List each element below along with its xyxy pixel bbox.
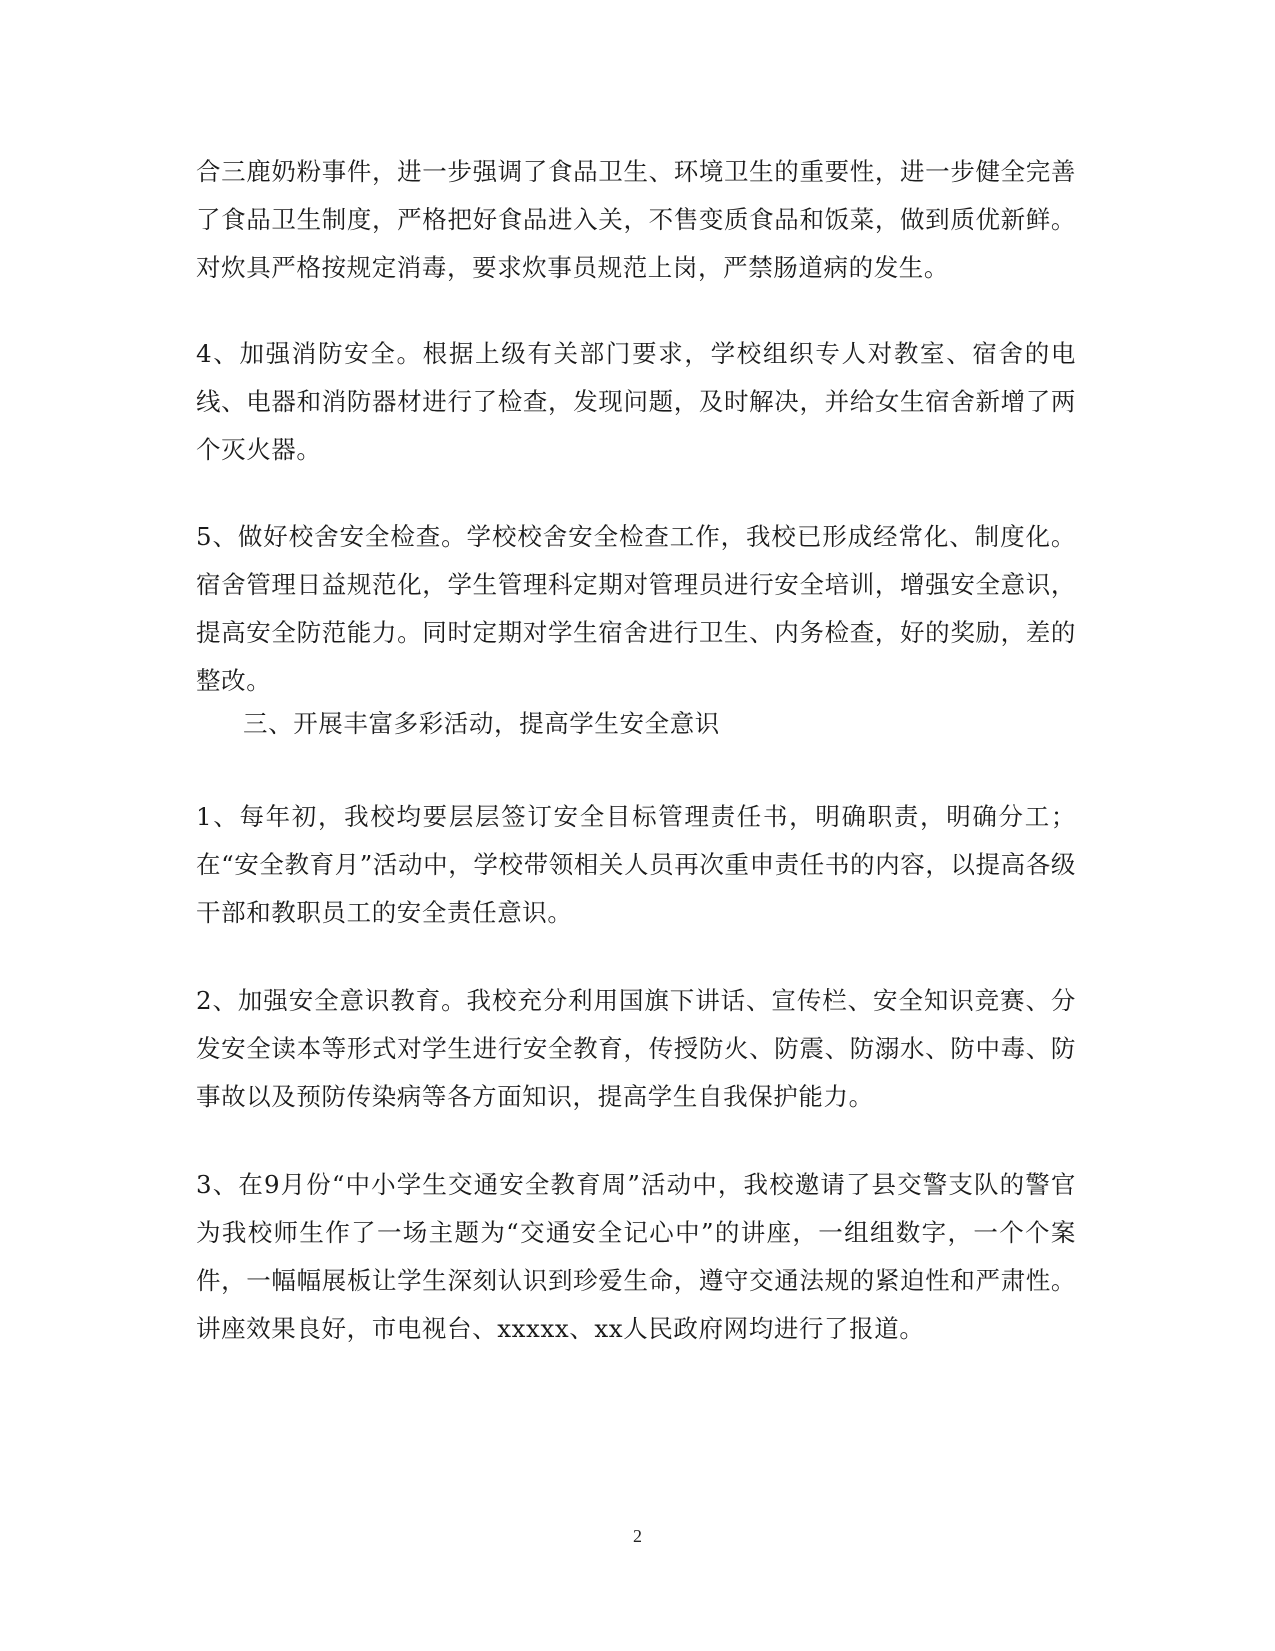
paragraph-safety-education: 2、加强安全意识教育。我校充分利用国旗下讲话、宣传栏、安全知识竞赛、分发安全读本等形式对学生进行安全教育，传授防火、防震、防溺水、防中毒、防事故以及预防传染病等各方面知识，提高学生自我保护能力。 xyxy=(196,986,1076,1111)
section-heading: 三、开展丰富多彩活动，提高学生安全意识 xyxy=(243,709,720,738)
paragraph-dormitory-inspection: 5、做好校舍安全检查。学校校舍安全检查工作，我校已形成经常化、制度化。宿舍管理日益规范化，学生管理科定期对管理员进行安全培训，增强安全意识，提高安全防范能力。同时定期对学生宿舍进行卫生、内务检查，好的奖励，差的整改。 xyxy=(196,522,1076,695)
page-number: 2 xyxy=(633,1526,642,1546)
paragraph-traffic-safety: 3、在9月份“中小学生交通安全教育周”活动中，我校邀请了县交警支队的警官为我校师生作了一场主题为“交通安全记心中”的讲座，一组组数字，一个个案件，一幅幅展板让学生深刻认识到珍爱生命，遵守交通法规的紧迫性和严肃性。讲座效果良好，市电视台、xxxxx、xx人民政府网均进行了报道。 xyxy=(196,1170,1076,1343)
paragraph-responsibility: 1、每年初，我校均要层层签订安全目标管理责任书，明确职责，明确分工；在“安全教育月”活动中，学校带领相关人员再次重申责任书的内容，以提高各级干部和教职员工的安全责任意识。 xyxy=(196,802,1076,927)
paragraph-fire-safety: 4、加强消防安全。根据上级有关部门要求，学校组织专人对教室、宿舍的电线、电器和消防器材进行了检查，发现问题，及时解决，并给女生宿舍新增了两个灭火器。 xyxy=(196,339,1076,464)
paragraph-food-safety: 合三鹿奶粉事件，进一步强调了食品卫生、环境卫生的重要性，进一步健全完善了食品卫生制度，严格把好食品进入关，不售变质食品和饭菜，做到质优新鲜。对炊具严格按规定消毒，要求炊事员规范上岗，严禁肠道病的发生。 xyxy=(196,157,1076,282)
